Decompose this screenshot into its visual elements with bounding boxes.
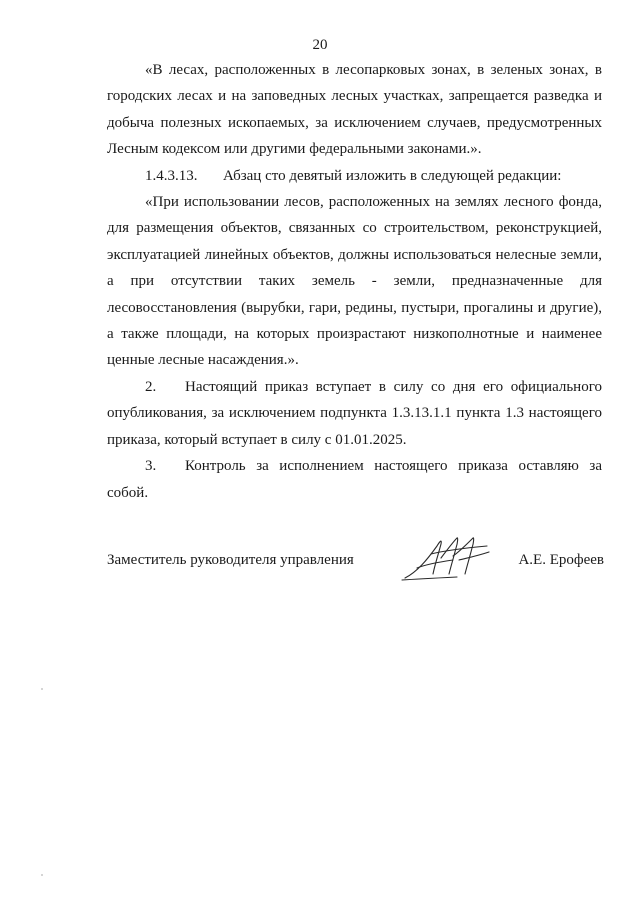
document-body [107,57,602,506]
handwritten-signature [397,534,497,584]
scan-speck [41,688,43,690]
item-number: 2. [145,378,157,395]
quoted-paragraph-linear-objects: «При использовании лесов, расположенных на землях лесного фонда, для размещения объектов, связанных со строительством, реконструкцией, эксплуатацией линейных объектов, должны использоваться нелесные земли, а при отсутствии таких земель - земли, предназначенные для лесовосстановления (вырубки, гари, редины, пустыри, прогалины и другие), а также площади, на которых произрастают низкополнотные и наименее ценные лесные насаждения.». [107,194,602,369]
item-3 [107,453,602,506]
scan-speck [41,874,43,876]
quoted-paragraph-forest-zones: «В лесах, расположенных в лесопарковых зонах, в зеленых зонах, в городских лесах и на заповедных лесных участках, запрещается разведка и добыча полезных ископаемых, за исключением случаев, предусмотренных Лесным кодексом или другими федеральными законами.». [107,62,602,158]
item-number: 3. [145,458,157,475]
signature-block [107,552,604,582]
item-number: 1.4.3.13. [145,167,198,184]
item-2 [107,374,602,453]
signatory-title: Заместитель руководителя управления [107,552,354,568]
item-text: Настоящий приказ вступает в силу со дня его официального опубликования, за исключением подпункта 1.3.13.1.1 пункта 1.3 настоящего приказа, который вступает в силу с 01.01.2025. [107,378,602,448]
page-number: 20 [312,37,328,53]
item-1-4-3-13 [107,163,602,189]
signatory-name: А.Е. Ерофеев [518,552,604,568]
item-text: Контроль за исполнением настоящего приказа оставляю за собой. [107,458,602,501]
item-text: Абзац сто девятый изложить в следующей редакции: [223,167,562,184]
